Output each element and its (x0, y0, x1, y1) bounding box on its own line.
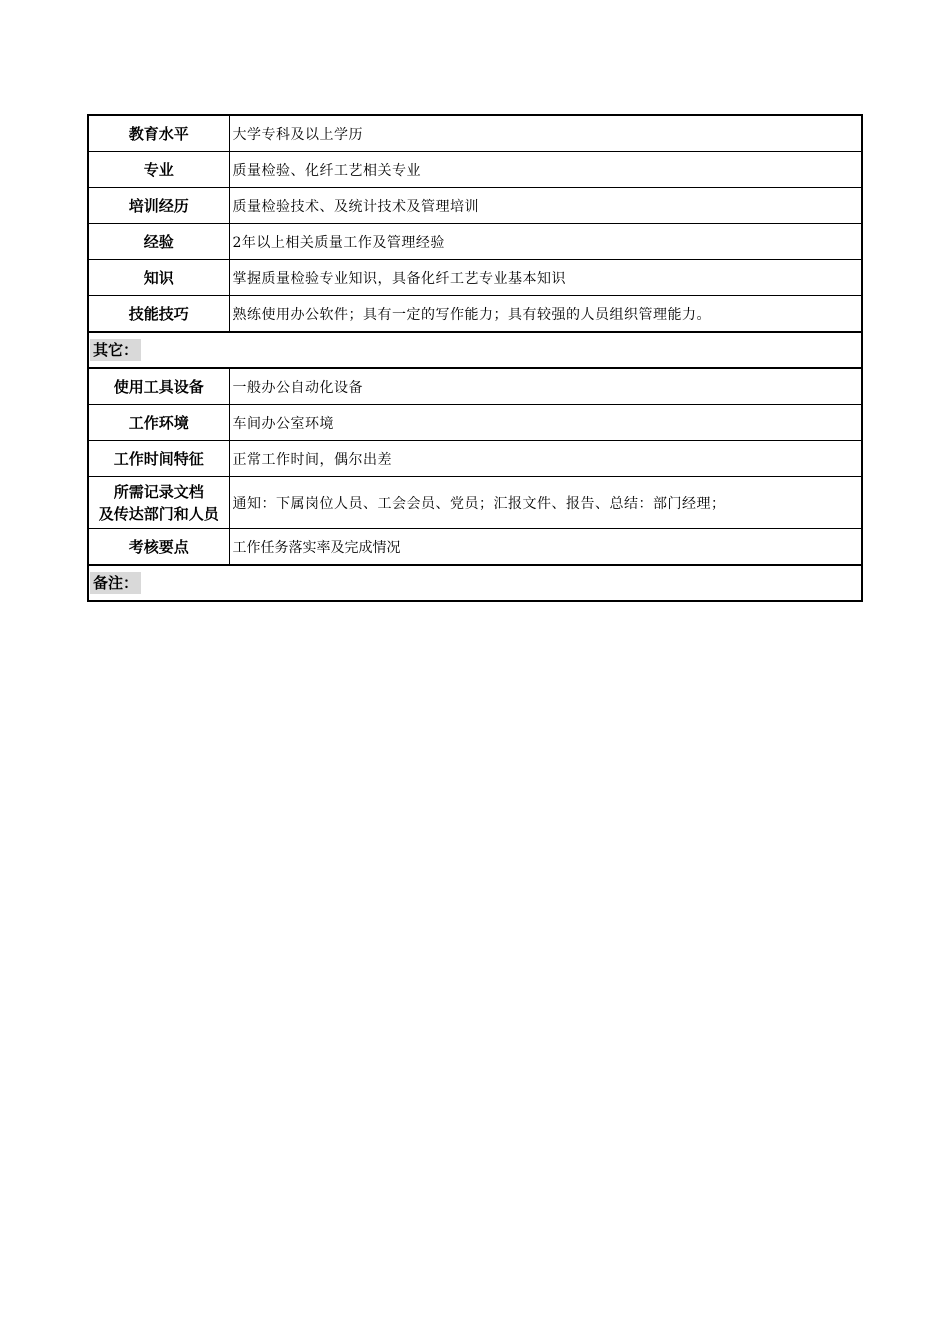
table-row-major (88, 152, 862, 188)
row-label: 知识 (88, 260, 229, 296)
row-value: 质量检验技术、及统计技术及管理培训 (229, 188, 862, 224)
row-value: 一般办公自动化设备 (229, 368, 862, 405)
row-label: 考核要点 (88, 529, 229, 566)
row-label: 技能技巧 (88, 296, 229, 333)
table-row-work-time (88, 441, 862, 477)
row-label: 经验 (88, 224, 229, 260)
row-label: 培训经历 (88, 188, 229, 224)
row-label: 专业 (88, 152, 229, 188)
table-row-education (88, 115, 862, 152)
table-row-knowledge (88, 260, 862, 296)
section-cell-other (88, 332, 862, 368)
table-row-experience (88, 224, 862, 260)
table-row-environment (88, 405, 862, 441)
section-row-other (88, 332, 862, 368)
section-row-notes (88, 565, 862, 601)
section-label-other: 其它： (90, 339, 141, 361)
row-label (88, 477, 229, 529)
row-value: 2年以上相关质量工作及管理经验 (229, 224, 862, 260)
row-label-line2: 及传达部门和人员 (98, 504, 219, 523)
row-label: 工作环境 (88, 405, 229, 441)
section-label-notes: 备注： (90, 572, 141, 594)
row-value: 通知：下属岗位人员、工会会员、党员；汇报文件、报告、总结：部门经理； (229, 477, 862, 529)
row-label: 教育水平 (88, 115, 229, 152)
table-row-assessment (88, 529, 862, 566)
section-cell-notes (88, 565, 862, 601)
table-row-documents (88, 477, 862, 529)
row-value: 熟练使用办公软件；具有一定的写作能力；具有较强的人员组织管理能力。 (229, 296, 862, 333)
row-value: 质量检验、化纤工艺相关专业 (229, 152, 862, 188)
table-row-tools (88, 368, 862, 405)
job-description-table (87, 114, 863, 602)
row-value: 车间办公室环境 (229, 405, 862, 441)
row-label-line1: 所需记录文档 (113, 482, 204, 501)
row-value: 掌握质量检验专业知识，具备化纤工艺专业基本知识 (229, 260, 862, 296)
row-value: 大学专科及以上学历 (229, 115, 862, 152)
table-row-training (88, 188, 862, 224)
row-value: 正常工作时间，偶尔出差 (229, 441, 862, 477)
row-label: 工作时间特征 (88, 441, 229, 477)
row-label: 使用工具设备 (88, 368, 229, 405)
row-value: 工作任务落实率及完成情况 (229, 529, 862, 566)
table-row-skills (88, 296, 862, 333)
